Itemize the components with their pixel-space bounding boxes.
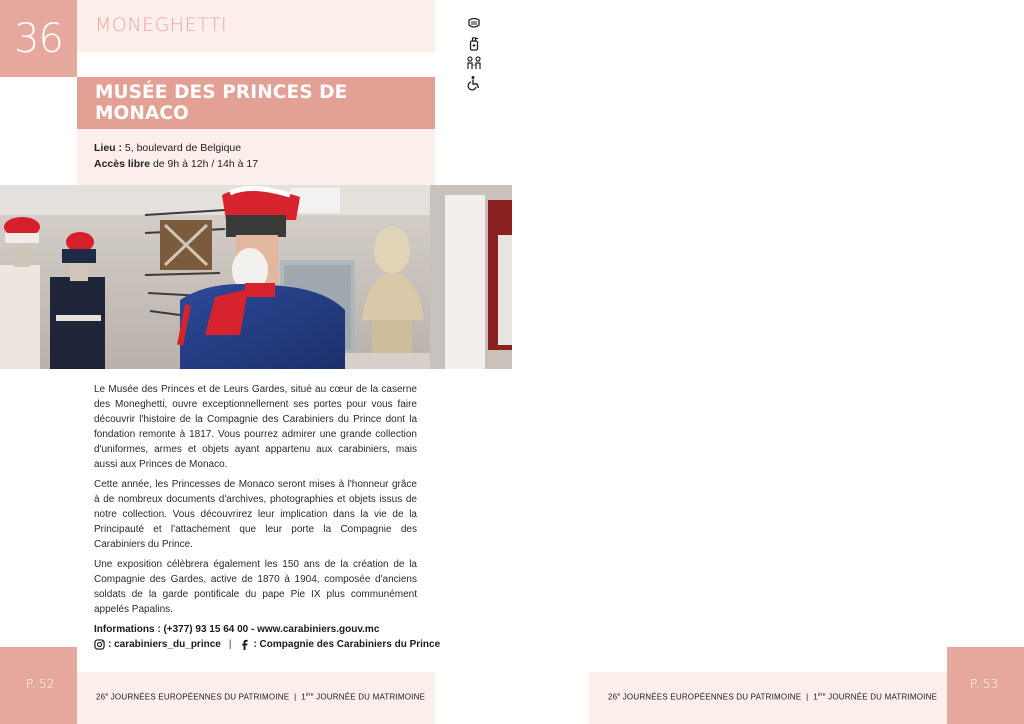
wheelchair-icon [466, 75, 482, 91]
access-value: de 9h à 12h / 14h à 17 [150, 158, 259, 170]
edition-number: 26 [96, 692, 106, 702]
location-label: Lieu : [94, 142, 122, 154]
facebook-page[interactable]: : Compagnie des Carabiniers du Prince [253, 639, 441, 650]
access-label: Accès libre [94, 158, 151, 170]
location-line [94, 142, 241, 154]
instagram-handle[interactable]: : carabiniers_du_prince [108, 639, 221, 650]
social-separator: | [228, 639, 232, 650]
matrimoine-text: JOURNÉE DU MATRIMOINE [313, 692, 426, 702]
info-band [77, 129, 435, 185]
edition-text: JOURNÉES EUROPÉENNES DU PATRIMOINE [108, 692, 290, 702]
matrimoine-number: 1 [813, 692, 818, 702]
matrimoine-number: 1 [301, 692, 306, 702]
edition-suffix: e [617, 692, 621, 698]
instagram-icon [94, 639, 105, 650]
footer-separator: | [806, 692, 809, 702]
museum-title: MUSÉE DES PRINCES DE MONACO [95, 82, 348, 124]
footer-left-text [96, 692, 425, 702]
description-paragraph-2: Cette année, les Princesses de Monaco seront mises à l'honneur grâce à de nombreux documents d'archives, photographies et objets issus de notre collection. Vous découvrirez leur implication dans la vie de la Principauté et l'attachement que leur porte la Compagnie des Carabiniers du Prince. [94, 479, 417, 550]
mask-icon [466, 15, 482, 31]
district-name: MONEGHETTI [95, 14, 228, 36]
footer-separator: | [294, 692, 297, 702]
page-chapter-number: 36 [0, 0, 77, 77]
edition-number: 26 [608, 692, 618, 702]
matrimoine-suffix: ère [817, 692, 826, 698]
group-visit-icon [466, 55, 482, 71]
left-page-number: P. 52 [26, 677, 55, 691]
social-links [94, 639, 440, 650]
description-paragraph-1: Le Musée des Princes et de Leurs Gardes, situé au cœur de la caserne des Moneghetti, ouvre exceptionnellement ses portes pour vous faire découvrir l'histoire de la Compagnie des Carabiniers du Prince dont la fondation remonte à 1817. Vous pourrez admirer une grande collection d'uniformes, armes et objets ayant appartenu aux carabiniers, mais aussi aux Princes de Monaco. [94, 384, 417, 470]
photo-illustration [0, 185, 512, 369]
right-page-number: P. 53 [970, 677, 999, 691]
footer-right-text [608, 692, 937, 702]
facebook-icon [239, 639, 250, 650]
amenity-icons [466, 15, 486, 95]
description [94, 382, 417, 622]
title-band [77, 77, 435, 129]
location-value: 5, boulevard de Belgique [122, 142, 242, 154]
edition-text: JOURNÉES EUROPÉENNES DU PATRIMOINE [620, 692, 802, 702]
matrimoine-text: JOURNÉE DU MATRIMOINE [825, 692, 938, 702]
access-line [94, 158, 258, 170]
description-paragraph-3: Une exposition célèbrera également les 150 ans de la création de la Compagnie des Gardes, active de 1870 à 1904, composée d'anciens soldats de la garde pontificale du pape Pie IX plus communément appelés Papalins. [94, 559, 417, 615]
museum-photo [0, 185, 512, 369]
hand-sanitizer-icon [466, 35, 482, 51]
matrimoine-suffix: ère [305, 692, 314, 698]
contact-info: Informations : (+377) 93 15 64 00 - www.carabiniers.gouv.mc [94, 624, 380, 635]
edition-suffix: e [105, 692, 109, 698]
